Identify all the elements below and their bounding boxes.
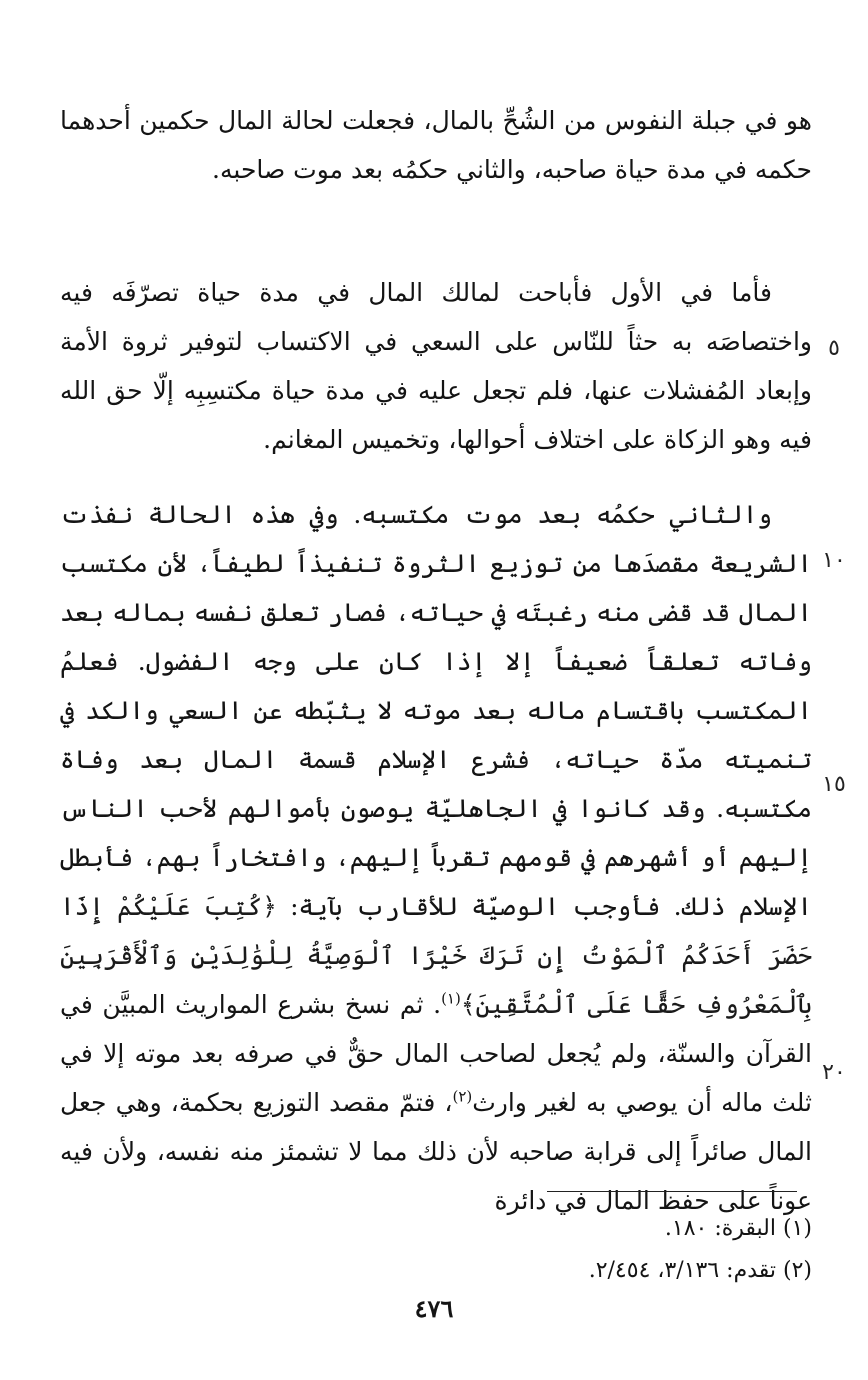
footnote-1: (١) البقرة: ١٨٠. xyxy=(664,1216,812,1241)
paragraph-text-part-b: . ثم نسخ بشرع المواريث المبيَّن في القرآن والسنّة، ولم يُجعل لصاحب المال حقٌّ في صرفه بعد موته إلا في ثلث ماله أن يوصي به لغير وارث xyxy=(60,990,812,1117)
line-number-20: ٢٠ xyxy=(822,1060,846,1085)
paragraph-text-part-c: ، فتمّ مقصد التوزيع بحكمة، وهي جعل المال صائراً إلى قرابة صاحبه لأن ذلك مما لا تشمئز منه نفسه، ولأن فيه عوناً على حفظ المال في دائرة xyxy=(60,1088,813,1215)
paragraph-second-state xyxy=(60,490,812,1225)
line-number-10: ١٠ xyxy=(822,548,846,573)
quran-verse: ﴿كُتِبَ عَلَيْكُمْ إِذَا حَضَرَ أَحَدَكُمُ ٱلْمَوْتُ إِن تَرَكَ خَيْرًا ٱلْوَصِيَّةُ لِلْوَٰلِدَيْنِ وَٱلْأَقْرَبِينَ بِٱلْمَعْرُوفِ حَقًّا عَلَى ٱلْمُتَّقِينَ﴾ xyxy=(60,892,812,1019)
footnote-ref-1: (١) xyxy=(441,989,461,1008)
page-number: ٤٧٦ xyxy=(414,1294,454,1323)
footnote-ref-2: (٢) xyxy=(452,1087,473,1106)
line-number-5: ٥ xyxy=(828,336,840,361)
paragraph-text-part-a: والثاني حكمُه بعد موت مكتسبه. وفي هذه الحالة نفذت الشريعة مقصدَها من توزيع الثروة تنفيذاً لطيفاً، لأن مكتسب المال قد قضى منه رغبتَه في حياته، فصار تعلق نفسه بماله بعد وفاته تعلقاً ضعيفاً إلا إذا كان على وجه الفضول. فعلمُ المكتسب باقتسام ماله بعد موته لا يثبّطه عن السعي والكد في تنميته مدّة حياته، فشرع الإسلام قسمة المال بعد وفاة مكتسبه. وقد كانوا في الجاهليّة يوصون بأموالهم لأحب الناس إليهم أو أشهرهم في قومهم تقرباً إليهم، وافتخاراً بهم، فأبطل الإسلام ذلك. فأوجب الوصيّة للأقارب بآية: xyxy=(60,500,812,921)
footnotes-list xyxy=(300,1208,812,1292)
footnote-2: (٢) تقدم: ٣/١٣٦، ٢/٤٥٤. xyxy=(588,1258,812,1283)
footnote-divider xyxy=(547,1191,797,1192)
paragraph-first-state: فأما في الأول فأباحت لمالك المال في مدة حياة تصرّفَه فيه واختصاصَه به حثاً للنّاس على السعي في الاكتساب لتوفير ثروة الأمة وإبعاد المُفشلات عنها، فلم تجعل عليه في مدة حياة مكتسِبِه إلّا حق الله فيه وهو الزكاة على اختلاف أحوالها، وتخميس المغانم. xyxy=(60,278,812,454)
paragraph-continuation: هو في جبلة النفوس من الشُحِّ بالمال، فجعلت لحالة المال حكمين أحدهما حكمه في مدة حياة صاحبه، والثاني حكمُه بعد موت صاحبه. xyxy=(60,106,812,184)
line-number-15: ١٥ xyxy=(822,772,846,797)
